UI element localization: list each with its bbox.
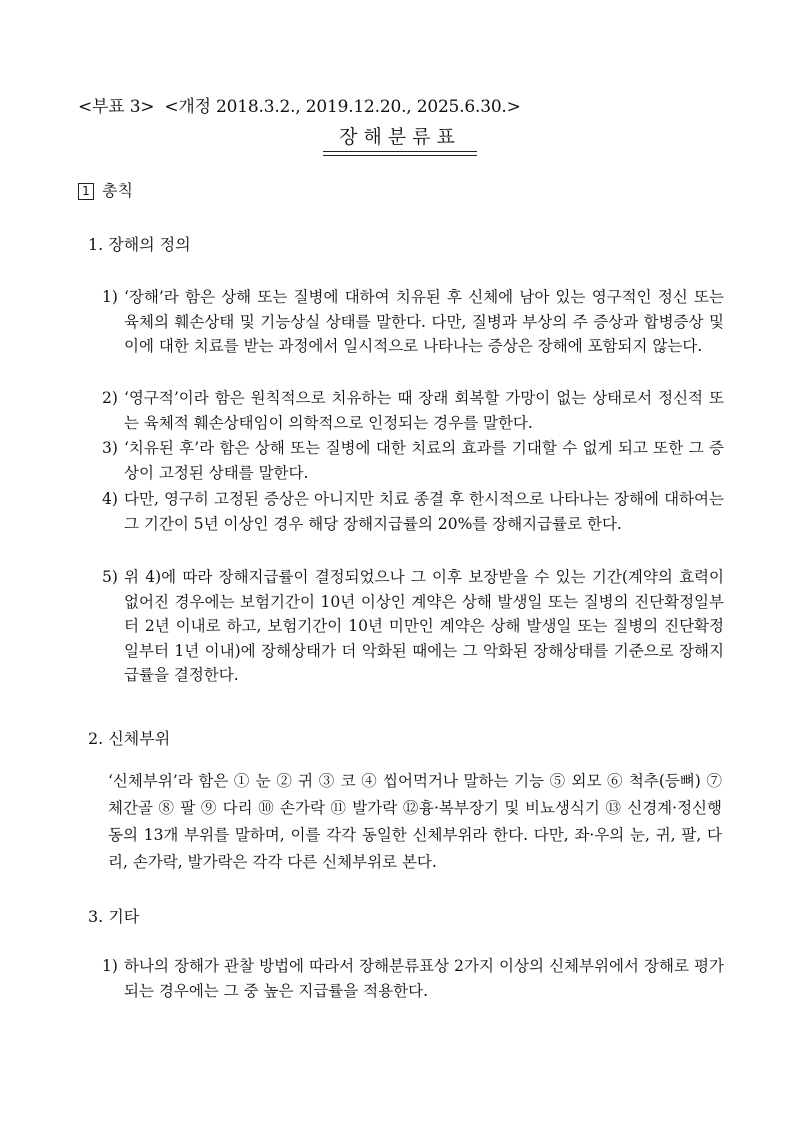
list-item <box>102 954 724 1003</box>
item-text: ‘영구적’이라 함은 원칙적으로 치유하는 때 장래 회복할 가망이 없는 상태로서 정신적 또는 육체적 훼손상태임이 의학적으로 인정되는 경우를 말한다. <box>124 389 724 432</box>
item-number: 3) <box>102 439 118 457</box>
item-number: 4) <box>102 490 118 508</box>
item-text: 다만, 영구히 고정된 증상은 아니지만 치료 종결 후 한시적으로 나타나는 장해에 대하여는 그 기간이 5년 이상인 경우 해당 장해지급률의 20%를 장해지급률로 한다. <box>124 490 724 533</box>
section-label: 총칙 <box>102 181 133 200</box>
list-item <box>102 436 724 485</box>
title-double-underline <box>323 151 477 156</box>
appendix-header <box>78 92 521 117</box>
section-number-box: 1 <box>78 183 94 200</box>
item-text: 위 4)에 따라 장해지급률이 결정되었으나 그 이후 보장받을 수 있는 기간(계약의 효력이 없어진 경우에는 보험기간이 10년 이상인 계약은 상해 발생일 또는 질병의 진단확정일부터 2년 이내로 하고, 보험기간이 10년 미만인 계약은 상해 발생일 또는 질병의 진단확정일부터 1년 이내)에 장해상태가 더 악화된 때에는 그 악화된 장해상태를 기준으로 장해지급률을 결정한다. <box>124 568 724 684</box>
item-text: ‘장해’라 함은 상해 또는 질병에 대하여 치유된 후 신체에 남아 있는 영구적인 정신 또는 육체의 훼손상태 및 기능상실 상태를 말한다. 다만, 질병과 부상의 주 증상과 합병증상 및 이에 대한 치료를 받는 과정에서 일시적으로 나타나는 증상은 장해에 포함되지 않는다. <box>124 288 724 355</box>
subheading-definition: 1. 장해의 정의 <box>88 235 191 254</box>
document-title: 장해분류표 <box>339 126 461 148</box>
subheading-body-parts: 2. 신체부위 <box>88 729 171 748</box>
item-number: 2) <box>102 389 118 407</box>
subheading-other: 3. 기타 <box>88 907 140 926</box>
item-number: 5) <box>102 568 118 586</box>
item-text: 하나의 장해가 관찰 방법에 따라서 장해분류표상 2가지 이상의 신체부위에서 장해로 평가되는 경우에는 그 중 높은 지급률을 적용한다. <box>124 957 724 1000</box>
list-item <box>102 565 724 688</box>
item-text: ‘치유된 후’라 함은 상해 또는 질병에 대한 치료의 효과를 기대할 수 없게 되고 또한 그 증상이 고정된 상태를 말한다. <box>124 439 724 482</box>
list-item <box>102 487 724 536</box>
item-number: 1) <box>102 957 118 975</box>
section-general <box>78 178 133 201</box>
appendix-label: <부표 3> <box>78 97 155 117</box>
revision-note: <개정 2018.3.2., 2019.12.20., 2025.6.30.> <box>164 97 521 117</box>
list-item <box>102 285 724 359</box>
list-item <box>102 386 724 435</box>
body-parts-paragraph: ‘신체부위’라 함은 ① 눈 ② 귀 ③ 코 ④ 씹어먹거나 말하는 기능 ⑤ 외모 ⑥ 척추(등뼈) ⑦ 체간골 ⑧ 팔 ⑨ 다리 ⑩ 손가락 ⑪ 발가락 ⑫흉·복부장기 및 비뇨생식기 ⑬ 신경계·정신행동의 13개 부위를 말하며, 이를 각각 동일한 신체부위라 한다. 다만, 좌·우의 눈, 귀, 팔, 다리, 손가락, 발가락은 각각 다른 신체부위로 본다. <box>108 772 722 871</box>
item-number: 1) <box>102 288 118 306</box>
